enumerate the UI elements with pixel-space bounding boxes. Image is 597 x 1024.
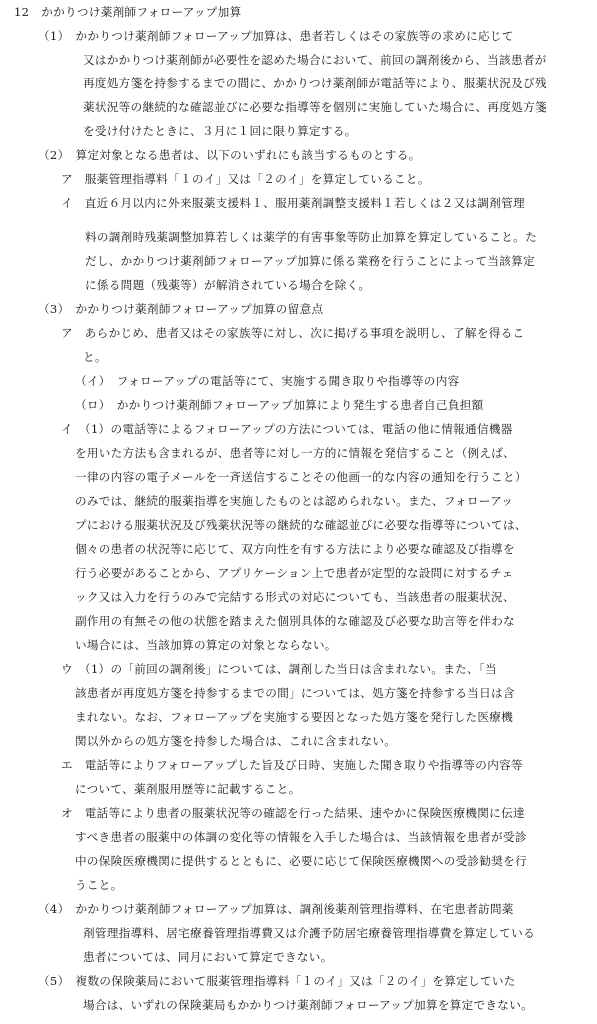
item-3b-line-5: プにおける服薬状況及び残薬状況等の継続的な確認並びに必要な指導等については、 (75, 518, 527, 532)
item-3c-line-1: ウ （1）の「前回の調剤後」については、調剤した当日は含まれない。また、「当 (61, 662, 497, 676)
paragraph-4-line-1: （4） かかりつけ薬剤師フォローアップ加算は、調剤後薬剤管理指導料、在宅患者訪問薬 (38, 902, 514, 916)
item-3e-line-1: オ 電話等により患者の服薬状況等の確認を行った結果、速やかに保険医療機関に伝達 (61, 806, 525, 820)
item-3b-line-2: を用いた方法も含まれるが、患者等に対し一方的に情報を発信すること（例えば、 (75, 446, 516, 460)
paragraph-5-line-2: 場合は、いずれの保険薬局もかかりつけ薬剤師フォローアップ加算を算定できない。 (83, 998, 533, 1012)
item-2b-line-3: だし、かかりつけ薬剤師フォローアップ加算に係る業務を行うことによって当該算定 (85, 254, 535, 268)
item-3b-line-6: 個々の患者の状況等に応じて、双方向性を有する方法により必要な確認及び指導を (75, 542, 515, 556)
item-3e-line-2: すべき患者の服薬中の体調の変化等の情報を入手した場合は、当該情報を患者が受診 (75, 830, 527, 844)
paragraph-4-line-3: 患者については、同月において算定できない。 (83, 950, 333, 964)
item-3c-line-3: まれない。なお、フォローアップを実施する要因となった処方箋を発行した医療機 (75, 710, 514, 724)
item-3e-line-4: うこと。 (75, 878, 123, 892)
item-3b-line-10: い場合には、当該加算の算定の対象とならない。 (75, 638, 337, 652)
item-3b-line-3: 一律の内容の電子メールを一斉送信することその他画一的な内容の通知を行うこと） (75, 470, 527, 484)
paragraph-3-heading: （3） かかりつけ薬剤師フォローアップ加算の留意点 (38, 302, 324, 316)
paragraph-4-line-2: 剤管理指導料、居宅療養管理指導費又は介護予防居宅療養管理指導費を算定している (83, 926, 535, 940)
item-2b-line-4: に係る問題（残薬等）が解消されている場合を除く。 (85, 278, 371, 292)
item-2a: ア 服薬管理指導料「１のイ」又は「２のイ」を算定していること。 (61, 172, 430, 186)
item-3c-line-4: 関以外からの処方箋を持参した場合は、これに含まれない。 (75, 734, 397, 748)
paragraph-5-line-1: （5） 複数の保険薬局において服薬管理指導料「１のイ」又は「２のイ」を算定していた (38, 974, 516, 988)
item-3b-line-8: ック又は入力を行うのみで完結する形式の対応についても、当該患者の服薬状況、 (75, 590, 515, 604)
item-3c-line-2: 該患者が再度処方箋を持参するまでの間」については、処方箋を持参する当日は含 (75, 686, 515, 700)
item-3b-line-7: 行う必要があることから、アプリケーション上で患者が定型的な設問に対するチェ (75, 566, 514, 580)
item-3a-sub-ro: （ロ） かかりつけ薬剤師フォローアップ加算により発生する患者自己負担額 (75, 398, 484, 412)
item-2b-line-2: 料の調剤時残薬調整加算若しくは薬学的有害事象等防止加算を算定していること。た (85, 230, 537, 244)
paragraph-1-line-4: 薬状況等の継続的な確認並びに必要な指導等を個別に実施していた場合に、再度処方箋 (83, 100, 547, 114)
item-3a-line-1: ア あらかじめ、患者又はその家族等に対し、次に掲げる事項を説明し、了解を得るこ (61, 326, 525, 340)
item-3a-sub-i: （イ） フォローアップの電話等にて、実施する聞き取りや指導等の内容 (75, 374, 460, 388)
section-title: 12 かかりつけ薬剤師フォローアップ加算 (14, 5, 242, 19)
item-3b-line-9: 副作用の有無その他の状態を踏まえた個別具体的な確認及び必要な助言等を伴わな (75, 614, 516, 628)
paragraph-1-line-5: を受け付けたときに、３月に１回に限り算定する。 (83, 124, 357, 138)
item-3a-line-2: と。 (83, 350, 107, 364)
paragraph-1-line-1: （1） かかりつけ薬剤師フォローアップ加算は、患者若しくはその家族等の求めに応じて (38, 29, 514, 43)
item-3d-line-2: について、薬剤服用歴等に記載すること。 (75, 782, 301, 796)
paragraph-2-line-1: （2） 算定対象となる患者は、以下のいずれにも該当するものとする。 (38, 148, 421, 162)
item-2b-line-1: イ 直近６月以内に外来服薬支援料１、服用薬剤調整支援料１若しくは２又は調剤管理 (61, 196, 525, 210)
item-3b-line-4: のみでは、継続的服薬指導を実施したものとは認められない。また、フォローアッ (75, 494, 514, 508)
item-3d-line-1: エ 電話等によりフォローアップした旨及び日時、実施した聞き取りや指導等の内容等 (61, 758, 523, 772)
item-3b-line-1: イ （1）の電話等によるフォローアップの方法については、電話の他に情報通信機器 (61, 422, 513, 436)
item-3e-line-3: 中の保険医療機関に提供するとともに、必要に応じて保険医療機関への受診勧奨を行 (75, 854, 527, 868)
paragraph-1-line-2: 又はかかりつけ薬剤師が必要性を認めた場合において、前回の調剤後から、当該患者が (83, 53, 547, 67)
paragraph-1-line-3: 再度処方箋を持参するまでの間に、かかりつけ薬剤師が電話等により、服薬状況及び残 (83, 76, 547, 90)
